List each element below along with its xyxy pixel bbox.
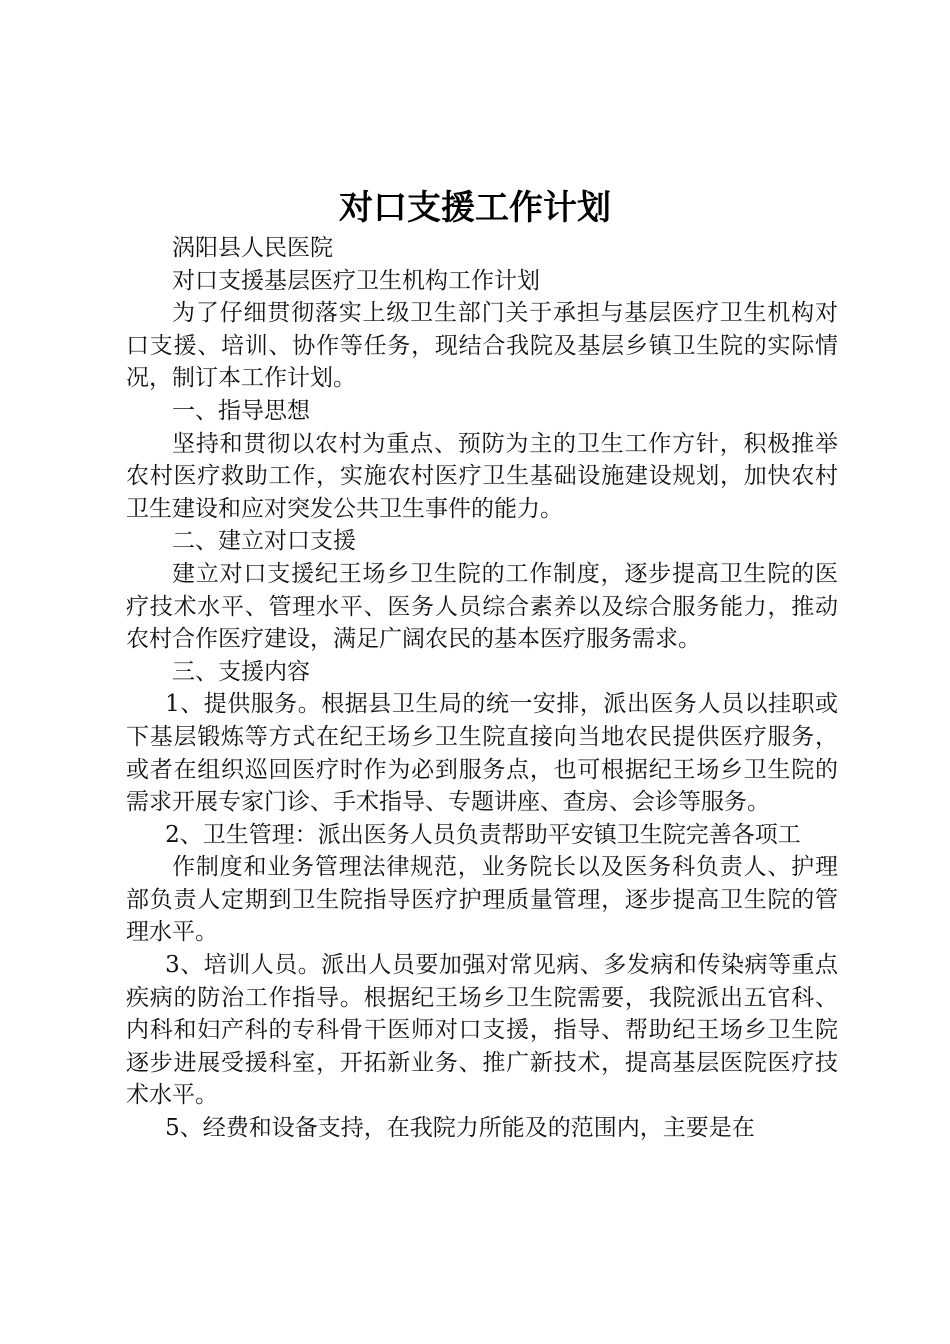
guiding-thought-paragraph: 坚持和贯彻以农村为重点、预防为主的卫生工作方针，积极推举农村医疗救助工作，实施农村医疗卫生基础设施建设规划，加快农村卫生建设和应对突发公共卫生事件的能力。	[126, 430, 838, 522]
section-heading-guiding-thought: 一、指导思想	[172, 397, 310, 424]
establish-support-paragraph: 建立对口支援纪王场乡卫生院的工作制度，逐步提高卫生院的医疗技术水平、管理水平、医务人员综合素养以及综合服务能力，推动农村合作医疗建设，满足广阔农民的基本医疗服务需求。	[126, 560, 838, 653]
support-item-2-continued-paragraph: 作制度和业务管理法律规范，业务院长以及医务科负责人、护理部负责人定期到卫生院指导医疗护理质量管理，逐步提高卫生院的管理水平。	[126, 854, 838, 946]
section-heading-establish-support: 二、建立对口支援	[172, 528, 356, 555]
document-title: 对口支援工作计划	[339, 188, 611, 228]
support-item-1-paragraph: 1、提供服务。根据县卫生局的统一安排，派出医务人员以挂职或下基层锻炼等方式在纪王场乡卫生院直接向当地农民提供医疗服务，或者在组织巡回医疗时作为必到服务点，也可根据纪王场乡卫生院的需求开展专家门诊、手术指导、专题讲座、查房、会诊等服务。	[126, 691, 838, 816]
support-item-3-paragraph: 3、培训人员。派出人员要加强对常见病、多发病和传染病等重点疾病的防治工作指导。根据纪王场乡卫生院需要，我院派出五官科、内科和妇产科的专科骨干医师对口支援，指导、帮助纪王场乡卫生院逐步进展受援科室，开拓新业务、推广新技术，提高基层医院医疗技术水平。	[126, 952, 838, 1109]
document-body	[126, 232, 838, 1145]
hospital-name: 涡阳县人民医院	[172, 235, 333, 261]
plan-subtitle: 对口支援基层医疗卫生机构工作计划	[172, 267, 540, 294]
section-heading-support-content: 三、支援内容	[172, 658, 310, 685]
support-item-5-paragraph: 5、经费和设备支持，在我院力所能及的范围内，主要是在	[165, 1115, 755, 1142]
intro-paragraph: 为了仔细贯彻落实上级卫生部门关于承担与基层医疗卫生机构对口支援、培训、协作等任务，现结合我院及基层乡镇卫生院的实际情况，制订本工作计划。	[126, 300, 838, 392]
support-item-2-paragraph: 2、卫生管理：派出医务人员负责帮助平安镇卫生院完善各项工	[165, 821, 801, 848]
